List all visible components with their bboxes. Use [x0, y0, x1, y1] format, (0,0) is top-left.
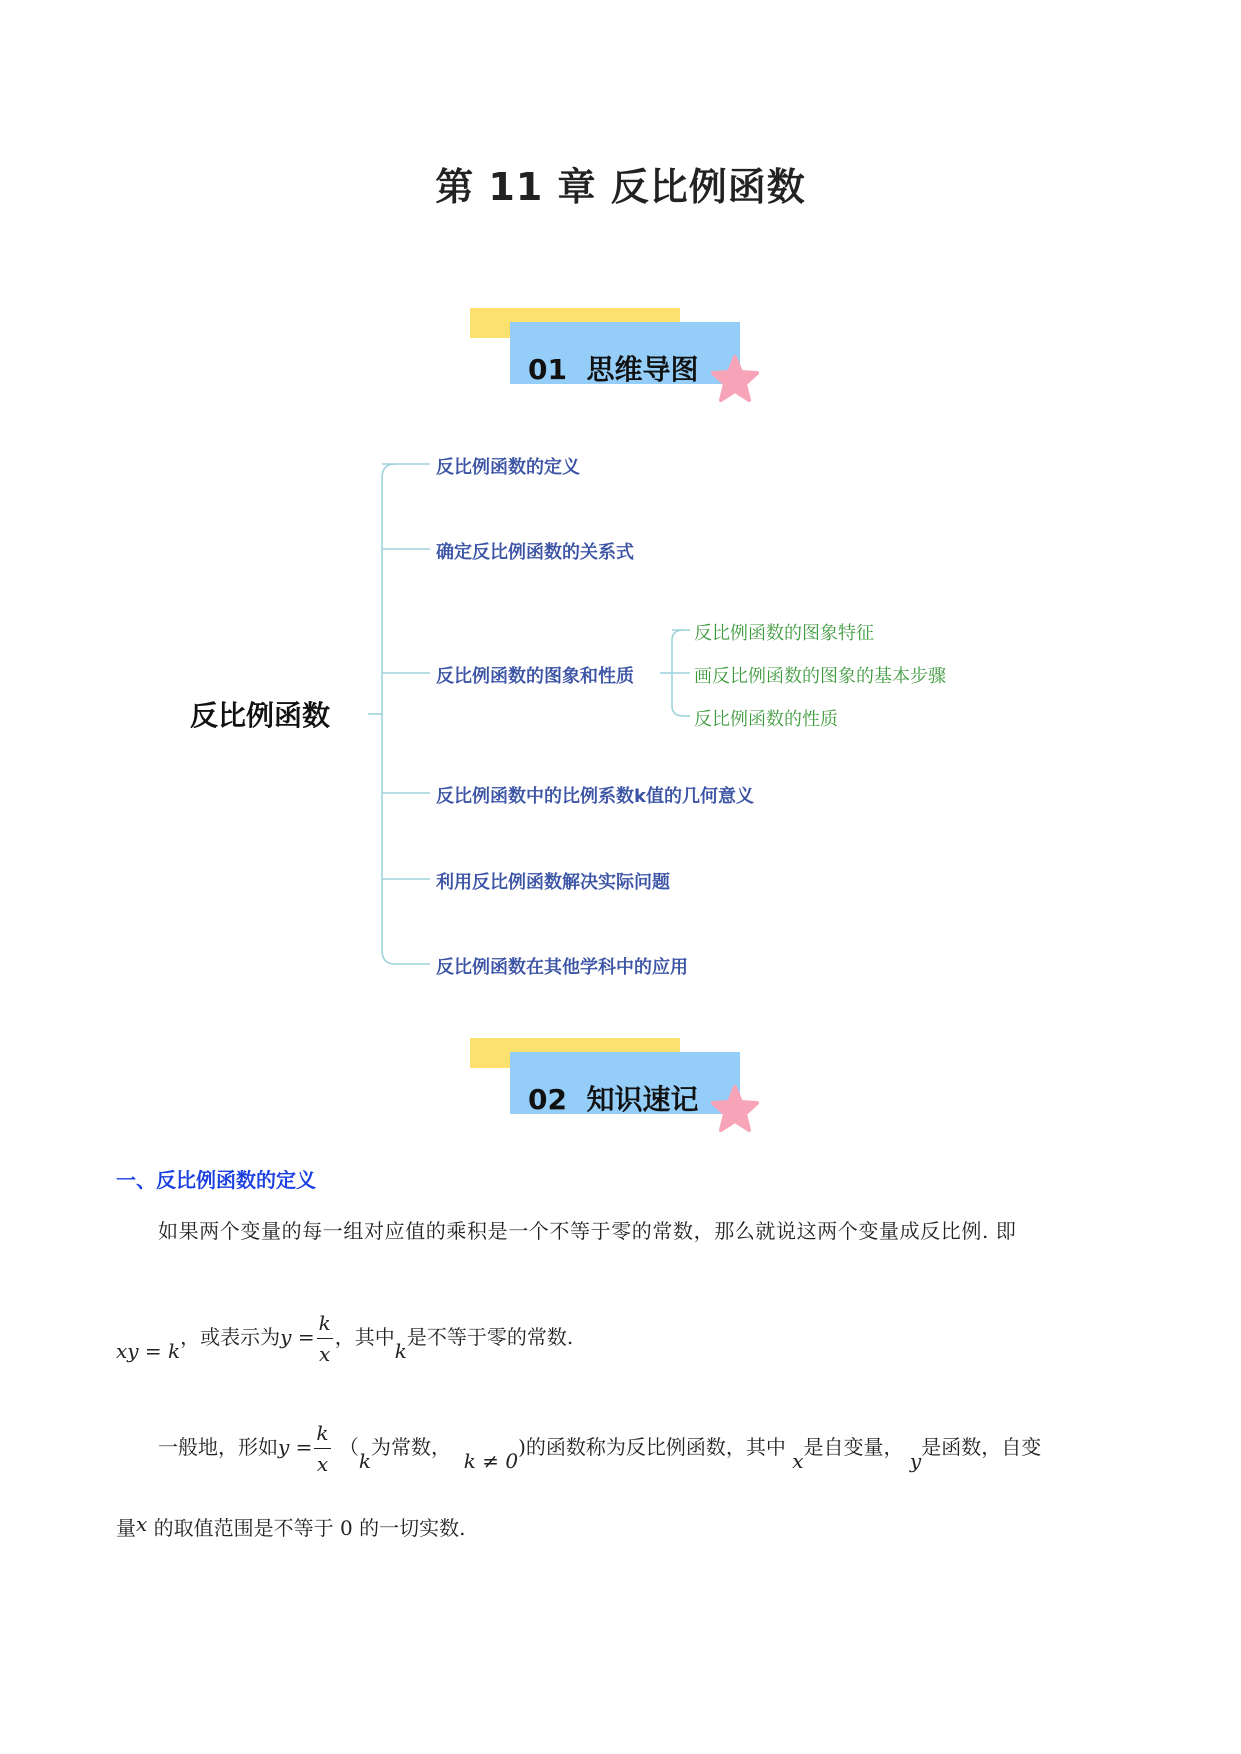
mindmap-branch: 利用反比例函数解决实际问题 — [436, 872, 670, 893]
fraction-k-over-x — [314, 1418, 330, 1479]
section-name: 知识速记 — [586, 1083, 699, 1116]
section-number: 02 — [528, 1083, 567, 1116]
text: 是自变量， — [803, 1435, 904, 1459]
section-title-mindmap — [528, 348, 698, 388]
chapter-title: 第 11 章 反比例函数 — [435, 165, 806, 209]
mindmap-subbranch: 反比例函数的图象特征 — [694, 623, 874, 644]
mindmap-branch: 反比例函数在其他学科中的应用 — [436, 957, 688, 978]
paragraph-formula — [116, 1308, 573, 1369]
math-k: k — [394, 1339, 407, 1363]
paragraph-general-form — [158, 1418, 1041, 1479]
text: 为常数， — [371, 1435, 452, 1459]
mindmap-branch: 反比例函数的定义 — [436, 457, 580, 478]
math-x: x — [136, 1512, 148, 1536]
text: 一般地，形如 — [158, 1435, 278, 1459]
paragraph-definition: 如果两个变量的每一组对应值的乘积是一个不等于零的常数，那么就说这两个变量成反比例. 即 — [158, 1219, 1017, 1243]
star-icon — [710, 1084, 760, 1134]
math-k-not-zero: k ≠ 0 — [463, 1449, 519, 1473]
content-heading: 一、反比例函数的定义 — [116, 1168, 316, 1192]
mindmap-subbranch: 反比例函数的性质 — [694, 709, 838, 730]
fraction-denominator: x — [316, 1452, 329, 1476]
mindmap-branch: 反比例函数中的比例系数k值的几何意义 — [436, 786, 754, 807]
text: )的函数称为反比例函数，其中 — [518, 1435, 786, 1459]
mindmap-subbranch: 画反比例函数的图象的基本步骤 — [694, 666, 946, 687]
math-k: k — [358, 1449, 372, 1473]
star-icon — [710, 354, 760, 404]
text: 是函数，自变 — [921, 1435, 1042, 1459]
section-banner-mindmap — [470, 308, 770, 403]
fraction-denominator: x — [319, 1342, 331, 1366]
math-xy-eq-k: xy = k — [116, 1339, 181, 1363]
text: （ — [338, 1435, 359, 1459]
section-banner-notes — [470, 1038, 770, 1133]
math-y: y — [909, 1449, 922, 1473]
text: ，或表示为 — [180, 1325, 281, 1349]
math-y-eq: y = — [280, 1325, 315, 1349]
section-name: 思维导图 — [586, 353, 699, 386]
paragraph-domain — [116, 1512, 465, 1541]
mindmap-branch: 反比例函数的图象和性质 — [436, 666, 634, 687]
section-title-notes — [528, 1078, 698, 1118]
mindmap-branch: 确定反比例函数的关系式 — [436, 542, 634, 563]
fraction-numerator: k — [317, 1308, 333, 1339]
fraction-k-over-x — [317, 1308, 333, 1369]
section-number: 01 — [528, 353, 567, 386]
text: 是不等于零的常数. — [406, 1325, 574, 1349]
text: ，其中 — [334, 1325, 395, 1349]
fraction-numerator: k — [314, 1418, 330, 1449]
math-y-eq: y = — [278, 1435, 313, 1459]
text: 量 — [116, 1516, 136, 1540]
math-x: x — [792, 1449, 804, 1473]
mindmap-root: 反比例函数 — [190, 699, 331, 732]
text: 的取值范围是不等于 0 的一切实数. — [153, 1516, 466, 1540]
